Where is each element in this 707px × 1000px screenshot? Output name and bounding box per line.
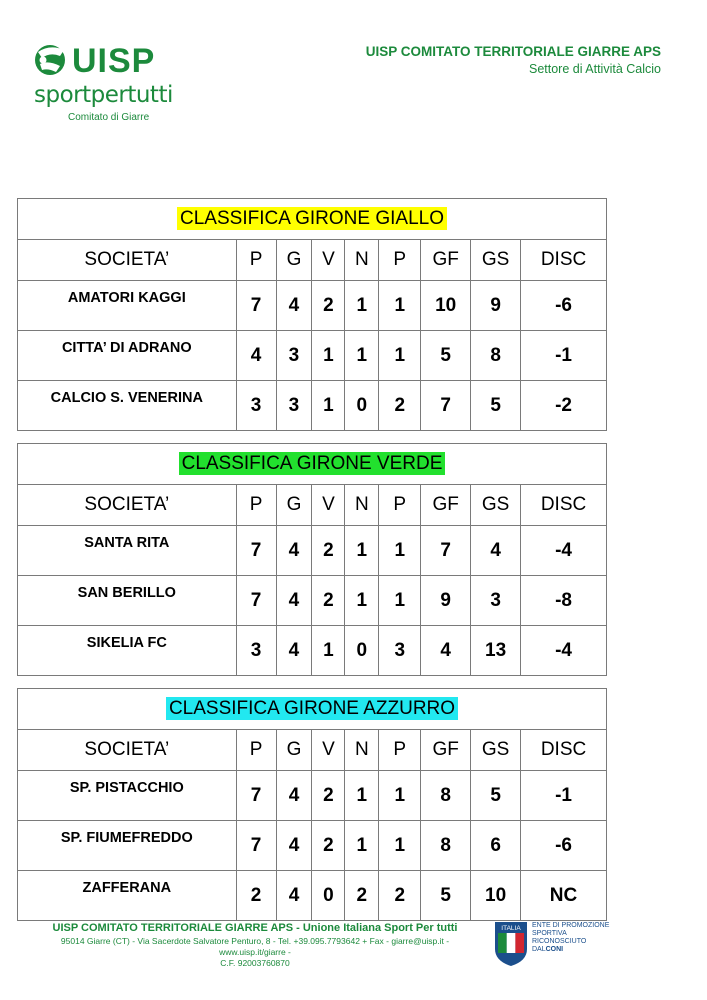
stat-lost: 2	[379, 871, 421, 921]
team-name: SP. FIUMEFREDDO	[18, 821, 237, 871]
stat-discipline: -6	[521, 821, 607, 871]
standings-table	[17, 688, 607, 921]
stat-won: 1	[312, 626, 345, 676]
stat-lost: 1	[379, 821, 421, 871]
logo-subtitle: Comitato di Giarre	[68, 112, 150, 123]
group-title-cell	[18, 689, 607, 730]
stat-games: 4	[276, 821, 312, 871]
stat-won: 2	[312, 821, 345, 871]
group-title: CLASSIFICA GIRONE GIALLO	[177, 207, 447, 230]
stat-discipline: -6	[521, 281, 607, 331]
column-header-drawn: N	[345, 485, 379, 526]
stat-won: 1	[312, 331, 345, 381]
team-name: SIKELIA FC	[18, 626, 237, 676]
footer-address-line1: 95014 Giarre (CT) - Via Sacerdote Salvatore Penturo, 8 - Tel. +39.095.7793642 + Fax - giarre@uisp.it - www.uisp.it/giarre -	[60, 936, 450, 957]
column-header-goals-for: GF	[421, 730, 471, 771]
table-row	[18, 576, 607, 626]
column-header-discipline: DISC	[521, 485, 607, 526]
org-sector: Settore di Attività Calcio	[528, 62, 661, 76]
standings-table	[17, 443, 607, 676]
org-name: UISP COMITATO TERRITORIALE GIARRE APS	[365, 44, 661, 59]
stat-played: 2	[236, 871, 276, 921]
column-header-discipline: DISC	[521, 240, 607, 281]
stat-games: 4	[276, 871, 312, 921]
stat-played: 3	[236, 626, 276, 676]
stat-goals-for: 5	[421, 871, 471, 921]
footer	[30, 922, 480, 969]
stat-played: 7	[236, 281, 276, 331]
stat-discipline: -4	[521, 626, 607, 676]
italia-shield-icon	[494, 921, 528, 967]
stat-goals-against: 6	[471, 821, 521, 871]
stat-goals-against: 13	[471, 626, 521, 676]
stat-played: 3	[236, 381, 276, 431]
stat-games: 4	[276, 281, 312, 331]
coni-brand: CONI	[545, 946, 564, 953]
stat-games: 4	[276, 626, 312, 676]
stat-goals-for: 7	[421, 526, 471, 576]
column-header-lost: P	[379, 730, 421, 771]
stat-lost: 1	[379, 771, 421, 821]
column-header-won: V	[312, 485, 345, 526]
stat-games: 3	[276, 381, 312, 431]
coni-line1: ENTE DI PROMOZIONE	[532, 922, 610, 929]
group-title-cell	[18, 444, 607, 485]
logo-wordmark: UISP	[72, 42, 156, 80]
standings-table	[17, 198, 607, 431]
team-name: SP. PISTACCHIO	[18, 771, 237, 821]
stat-drawn: 1	[345, 821, 379, 871]
stat-goals-for: 8	[421, 771, 471, 821]
team-name: CALCIO S. VENERINA	[18, 381, 237, 431]
column-header-goals-against: GS	[471, 730, 521, 771]
uisp-logo	[30, 40, 180, 130]
column-header-games: G	[276, 730, 312, 771]
stat-lost: 2	[379, 381, 421, 431]
stat-goals-against: 4	[471, 526, 521, 576]
stat-drawn: 1	[345, 576, 379, 626]
stat-played: 7	[236, 526, 276, 576]
coni-text	[532, 922, 609, 954]
column-header-goals-for: GF	[421, 485, 471, 526]
column-header-drawn: N	[345, 730, 379, 771]
stat-games: 3	[276, 331, 312, 381]
coni-line2: SPORTIVA	[532, 930, 567, 937]
column-header-games: G	[276, 240, 312, 281]
table-row	[18, 281, 607, 331]
stat-drawn: 0	[345, 626, 379, 676]
column-header-played: P	[236, 485, 276, 526]
column-header-played: P	[236, 240, 276, 281]
coni-badge	[494, 921, 624, 967]
column-header-goals-against: GS	[471, 485, 521, 526]
team-name: CITTA’ DI ADRANO	[18, 331, 237, 381]
stat-lost: 1	[379, 576, 421, 626]
table-row	[18, 821, 607, 871]
team-name: ZAFFERANA	[18, 871, 237, 921]
stat-played: 7	[236, 771, 276, 821]
stat-goals-against: 5	[471, 381, 521, 431]
table-title-row	[18, 199, 607, 240]
stat-discipline: -8	[521, 576, 607, 626]
group-title-cell	[18, 199, 607, 240]
table-row	[18, 381, 607, 431]
footer-title: UISP COMITATO TERRITORIALE GIARRE APS - Unione Italiana Sport Per tutti	[52, 922, 458, 934]
column-header-discipline: DISC	[521, 730, 607, 771]
stat-goals-for: 7	[421, 381, 471, 431]
team-name: SANTA RITA	[18, 526, 237, 576]
stat-discipline: -1	[521, 331, 607, 381]
stat-goals-against: 8	[471, 331, 521, 381]
stat-lost: 1	[379, 281, 421, 331]
stat-drawn: 1	[345, 526, 379, 576]
organization-header	[366, 44, 661, 76]
stat-goals-against: 9	[471, 281, 521, 331]
table-header-row	[18, 485, 607, 526]
stat-won: 2	[312, 281, 345, 331]
column-header-goals-against: GS	[471, 240, 521, 281]
table-row	[18, 331, 607, 381]
column-header-team: SOCIETA’	[18, 240, 237, 281]
stat-won: 0	[312, 871, 345, 921]
column-header-games: G	[276, 485, 312, 526]
column-header-team: SOCIETA’	[18, 730, 237, 771]
stat-goals-for: 8	[421, 821, 471, 871]
stat-lost: 1	[379, 526, 421, 576]
column-header-won: V	[312, 240, 345, 281]
stat-goals-for: 9	[421, 576, 471, 626]
footer-address	[30, 936, 480, 969]
stat-goals-against: 5	[471, 771, 521, 821]
column-header-team: SOCIETA’	[18, 485, 237, 526]
team-name: AMATORI KAGGI	[18, 281, 237, 331]
shield-label: ITALIA	[501, 925, 521, 932]
stat-won: 1	[312, 381, 345, 431]
coni-line3: RICONOSCIUTO	[532, 938, 587, 945]
column-header-drawn: N	[345, 240, 379, 281]
stat-won: 2	[312, 576, 345, 626]
stat-discipline: -1	[521, 771, 607, 821]
stat-goals-against: 3	[471, 576, 521, 626]
column-header-lost: P	[379, 485, 421, 526]
table-header-row	[18, 240, 607, 281]
team-name: SAN BERILLO	[18, 576, 237, 626]
stat-goals-against: 10	[471, 871, 521, 921]
group-title: CLASSIFICA GIRONE VERDE	[179, 452, 446, 475]
stat-played: 7	[236, 821, 276, 871]
stat-goals-for: 5	[421, 331, 471, 381]
table-title-row	[18, 444, 607, 485]
stat-played: 7	[236, 576, 276, 626]
stat-drawn: 0	[345, 381, 379, 431]
stat-drawn: 1	[345, 771, 379, 821]
stat-games: 4	[276, 526, 312, 576]
column-header-won: V	[312, 730, 345, 771]
footer-address-line2: C.F. 92003760870	[220, 958, 290, 968]
table-row	[18, 526, 607, 576]
stat-won: 2	[312, 771, 345, 821]
coni-line4-prefix: DAL	[532, 946, 546, 953]
table-row	[18, 871, 607, 921]
stat-drawn: 1	[345, 281, 379, 331]
table-row	[18, 626, 607, 676]
stat-discipline: -2	[521, 381, 607, 431]
stat-lost: 1	[379, 331, 421, 381]
table-row	[18, 771, 607, 821]
stat-won: 2	[312, 526, 345, 576]
table-title-row	[18, 689, 607, 730]
stat-drawn: 1	[345, 331, 379, 381]
uisp-runner-icon	[30, 40, 70, 78]
stat-goals-for: 10	[421, 281, 471, 331]
stat-games: 4	[276, 771, 312, 821]
stat-discipline: -4	[521, 526, 607, 576]
column-header-lost: P	[379, 240, 421, 281]
stat-games: 4	[276, 576, 312, 626]
stat-discipline: NC	[521, 871, 607, 921]
stat-lost: 3	[379, 626, 421, 676]
stat-played: 4	[236, 331, 276, 381]
stat-goals-for: 4	[421, 626, 471, 676]
stat-drawn: 2	[345, 871, 379, 921]
group-title: CLASSIFICA GIRONE AZZURRO	[166, 697, 458, 720]
column-header-goals-for: GF	[421, 240, 471, 281]
logo-tagline: sportpertutti	[34, 82, 173, 108]
column-header-played: P	[236, 730, 276, 771]
table-header-row	[18, 730, 607, 771]
